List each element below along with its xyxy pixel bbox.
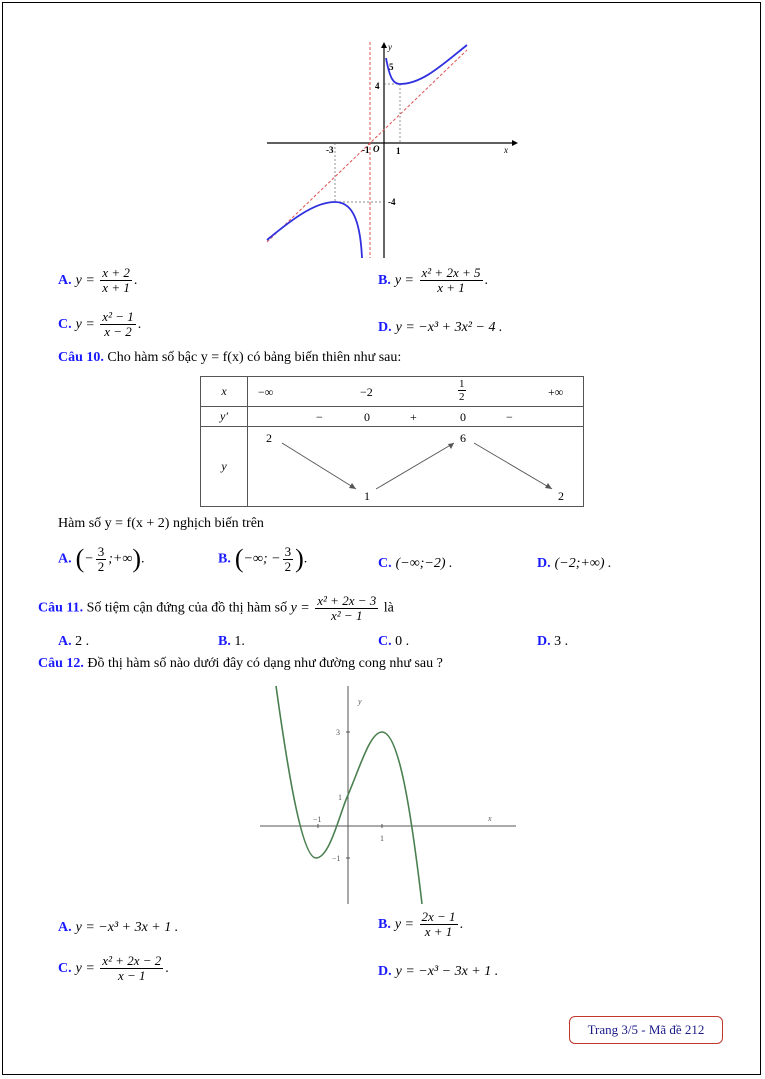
- q11-text: Số tiệm cận đứng của đồ thị hàm số: [86, 600, 288, 616]
- q10-yp-head: y′: [201, 407, 248, 427]
- q10-yp-row: [248, 407, 584, 427]
- q12-text: Đồ thị hàm số nào dưới đây có dạng như đường cong như sau ?: [87, 656, 443, 671]
- q10-y-2-left: 2: [266, 431, 272, 445]
- q10-y-6: 6: [460, 431, 466, 445]
- q9-label-1: 1: [396, 146, 401, 156]
- q12-number: Câu 12.: [38, 656, 84, 671]
- q11-option-b[interactable]: [218, 634, 245, 650]
- q9-a-den: x + 1: [102, 280, 130, 295]
- q9-curve-left: [267, 202, 362, 258]
- q12-graph: [258, 682, 520, 908]
- q12-d-expr: y = −x³ − 3x + 1 .: [395, 964, 499, 979]
- q10-y-1: 1: [364, 489, 370, 503]
- q12-a-expr: y = −x³ + 3x + 1 .: [75, 920, 179, 935]
- q11-option-a[interactable]: [58, 634, 89, 650]
- q9-option-c[interactable]: C. y = $\frac{\text{x² − 1}}{x - 2}$ .: [58, 309, 142, 339]
- q9-b-den: x + 1: [437, 280, 465, 295]
- q10-y-head: y: [201, 427, 248, 507]
- q9-label-m4: -4: [388, 197, 396, 207]
- q9-option-c-frac: [100, 310, 135, 339]
- q12-c-frac: [100, 954, 163, 983]
- q11-a-label: A.: [58, 634, 72, 649]
- q11-d-label: D.: [537, 634, 551, 649]
- q9-curve-right: [386, 45, 467, 84]
- q12-label-m1-x: −1: [313, 815, 322, 824]
- q9-c-num: x² − 1: [102, 309, 134, 324]
- q10-arrows: [248, 427, 584, 507]
- q9-label-4: 4: [375, 81, 380, 91]
- q12-b-num: 2x − 1: [421, 909, 456, 924]
- q12-d-label: D.: [378, 964, 392, 979]
- q12-b-frac: [420, 910, 458, 939]
- q12-c-num: x² + 2x − 2: [102, 953, 162, 968]
- q12-question: [38, 656, 443, 672]
- q9-c-den: x − 2: [104, 324, 132, 339]
- q10-x-row: [248, 377, 584, 407]
- q9-option-a-label: A.: [58, 273, 72, 289]
- q12-curve: [276, 686, 422, 904]
- q10-x-half: [458, 378, 466, 403]
- q10-number: Câu 10.: [58, 350, 104, 365]
- q11-option-c[interactable]: [378, 634, 409, 650]
- q10-option-b[interactable]: B. (−∞; − $\frac{3}{2}$ ).: [218, 543, 308, 574]
- q10-yp-zero1: 0: [364, 410, 370, 424]
- q11-c-val: 0 .: [395, 634, 410, 649]
- q9-a-num: x + 2: [102, 265, 130, 280]
- q9-option-d-expr: y = −x³ + 3x² − 4 .: [395, 320, 503, 335]
- q10-y-2-right: 2: [558, 489, 564, 503]
- q9-option-a[interactable]: A. y = $\frac{x + 2}{x + 1}$ .: [58, 265, 138, 295]
- q12-a-label: A.: [58, 920, 72, 935]
- q10-x-minf: −∞: [258, 385, 274, 399]
- q9-option-d[interactable]: [378, 318, 502, 336]
- q10-y-row: [248, 427, 584, 507]
- q12-label-3: 3: [336, 728, 340, 737]
- q9-label-o: O: [373, 144, 380, 154]
- q9-option-b-frac: [420, 266, 483, 295]
- q12-label-x: x: [488, 814, 492, 823]
- q11-d-val: 3 .: [554, 634, 569, 649]
- q10-option-a-label: A.: [58, 551, 72, 567]
- q9-label-m1: -1: [362, 145, 370, 155]
- q10-x-half-num: 1: [459, 378, 465, 390]
- q12-label-1-y: 1: [338, 793, 342, 802]
- q10-x-m2: −2: [360, 385, 373, 399]
- q10-option-b-label: B.: [218, 551, 231, 567]
- page-footer: Trang 3/5 - Mã đề 212: [569, 1016, 723, 1044]
- q10-option-d[interactable]: [537, 554, 612, 572]
- q11-num: x² + 2x − 3: [317, 593, 377, 608]
- q9-option-c-label: C.: [58, 317, 72, 333]
- q11-frac: [315, 594, 378, 623]
- q10-x-half-den: 2: [459, 391, 465, 403]
- q9-label-y: y: [388, 42, 392, 52]
- q10-prompt: Hàm số y = f(x + 2) nghịch biến trên: [58, 516, 264, 531]
- q11-den: x² − 1: [331, 608, 363, 623]
- q12-b-label: B.: [378, 917, 391, 933]
- q11-after: là: [383, 600, 394, 616]
- q9-label-m3: -3: [326, 145, 334, 155]
- q10-variation-table: [200, 376, 584, 507]
- q9-label-5: 5: [389, 62, 394, 72]
- q10-option-d-label: D.: [537, 556, 551, 571]
- q12-label-1: 1: [380, 834, 384, 843]
- q9-option-a-frac: [100, 266, 132, 295]
- q12-c-den: x − 1: [118, 968, 146, 983]
- q10-text: Cho hàm số bậc y = f(x) có bảng biến thiên như sau:: [107, 350, 402, 365]
- q10-question: [58, 350, 401, 366]
- q11-option-d[interactable]: [537, 634, 568, 650]
- q10-option-c[interactable]: [378, 554, 453, 572]
- q11-question: Câu 11. Số tiệm cận đứng của đồ thị hàm số y = $\frac{\text{x² + 2x − 3}}{\text{x² − 1}}$ là: [38, 593, 394, 623]
- q10-option-c-expr: (−∞;−2) .: [395, 556, 453, 571]
- q12-option-c[interactable]: C. y = $\frac{\text{x² + 2x − 2}}{x - 1}$ .: [58, 953, 169, 983]
- q9-option-d-label: D.: [378, 320, 392, 335]
- q10-yp-sign1: −: [316, 410, 323, 424]
- q11-c-label: C.: [378, 634, 392, 649]
- q9-x-arrow: [512, 140, 518, 146]
- q11-a-val: 2 .: [75, 634, 90, 649]
- q10-x-pinf: +∞: [548, 385, 564, 399]
- q11-b-label: B.: [218, 634, 231, 649]
- q10-yp-sign3: −: [506, 410, 513, 424]
- q12-b-den: x + 1: [424, 924, 453, 939]
- q10-yp-zero2: 0: [460, 410, 466, 424]
- q10-option-d-expr: (−2;+∞) .: [554, 556, 612, 571]
- q10-option-a[interactable]: A. (− $\frac{3}{2}$ ;+∞).: [58, 543, 145, 574]
- q12-option-a[interactable]: [58, 918, 178, 936]
- q10-x-head: x: [201, 377, 248, 407]
- q10-option-c-label: C.: [378, 556, 392, 571]
- q9-b-num: x² + 2x + 5: [421, 265, 481, 280]
- q11-number: Câu 11.: [38, 600, 84, 616]
- q9-option-b-label: B.: [378, 273, 391, 289]
- q9-option-b[interactable]: B. y = $\frac{\text{x² + 2x + 5}}{x + 1}$ .: [378, 265, 488, 295]
- q12-option-d[interactable]: [378, 962, 498, 980]
- q12-label-y: y: [358, 697, 362, 706]
- q9-label-x: x: [504, 145, 508, 155]
- q9-graph: [262, 40, 522, 262]
- q12-label-m1-y: −1: [332, 854, 341, 863]
- q9-y-arrow: [381, 42, 387, 48]
- q12-option-b[interactable]: B. y = $\frac{2x - 1}{x + 1}$ .: [378, 909, 464, 939]
- q12-c-label: C.: [58, 961, 72, 977]
- q10-yp-sign2: +: [410, 410, 417, 424]
- q11-b-val: 1.: [234, 634, 245, 649]
